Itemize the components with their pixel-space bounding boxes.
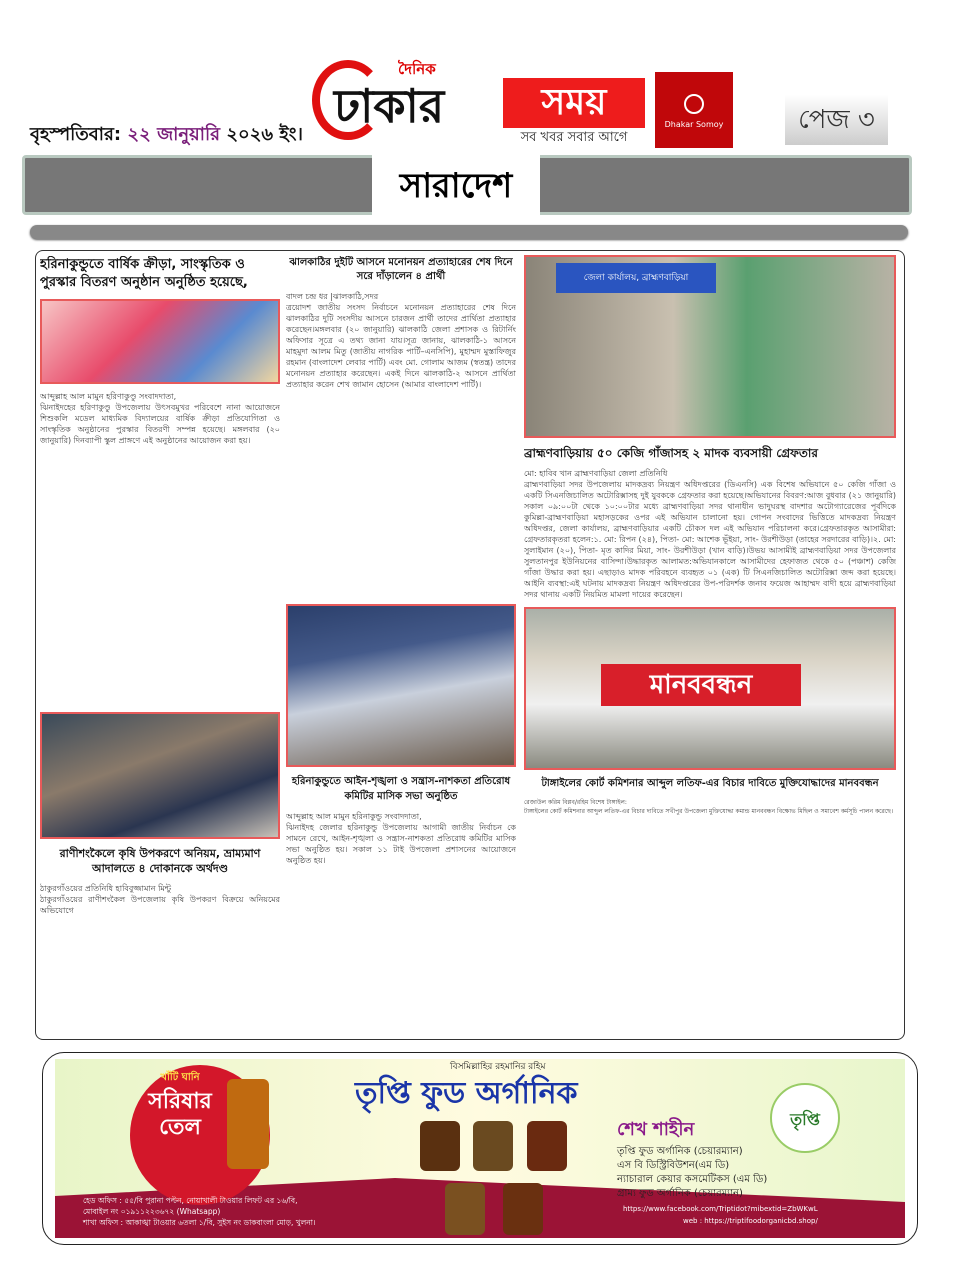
logo-dainik: দৈনিক (398, 60, 436, 78)
column-3 (524, 255, 896, 1035)
article-2-text (286, 291, 516, 390)
banner-text: মানববন্ধন (601, 664, 801, 706)
article-6-text (524, 798, 896, 816)
article-5-byline: ঠাকুরগাঁওয়ের প্রতিনিধি হাবিবুজ্জামান মিন্টু (40, 884, 172, 893)
article-4-headline[interactable]: হরিনাকুন্ডুতে আইন-শৃঙ্খলা ও সন্ত্রাস-নাশকতা প্রতিরোধ কমিটির মাসিক সভা অনুষ্ঠিত (291, 776, 511, 802)
jar-icon (445, 1183, 485, 1235)
ad-role: এস বি ডিস্ট্রিবিউশন(এম ডি) (617, 1160, 730, 1171)
column-2 (286, 256, 516, 1036)
article-3-photo (524, 255, 896, 438)
ad-brand: তৃপ্তি ফুড অর্গানিক (355, 1076, 578, 1111)
clock-icon (684, 94, 704, 114)
article-6-byline: রেজাউল করিম বিপ্লব/রহিম বিশেষ টাঙ্গাইল: (524, 799, 627, 806)
ad-roles (617, 1145, 767, 1201)
ad-logo: তৃপ্তি (770, 1083, 840, 1153)
article-1-photo (40, 299, 280, 384)
jar-icon (420, 1121, 460, 1171)
ad-person: শেখ শাহীন (617, 1119, 695, 1140)
jar-icon (527, 1121, 567, 1171)
article-1-text (40, 391, 280, 446)
issue-date (30, 124, 303, 146)
ad-branch: শাখা অফিস : আকাঙ্খা টাওয়ার ৬তলা ১/বি, সুইস নং ডাকবাংলা মোড়, খুলনা। (83, 1218, 316, 1227)
advertisement[interactable] (42, 1052, 918, 1245)
article-6-body: টাঙ্গাইলের কোর্ট কমিশনার আব্দুল লতিফ-এর বিচার দাবিতে সখীপুর উপজেলা মুক্তিযোদ্ধা কমান্ড মানববন্ধন বিক্ষোভ মিছিল ও সমাবেশ কর্মসূচি পালন করেছে। (524, 808, 894, 815)
section-title: সারাদেশ (372, 155, 540, 217)
tagline: সব খবর সবার আগে (520, 130, 628, 145)
article-5-headline[interactable]: রাণীশংকৈলে কৃষি উপকরণে অনিয়ম, ভ্রাম্যমাণ আদালতে ৪ দোকানকে অর্থদণ্ড (59, 847, 261, 875)
article-6-photo (524, 607, 896, 770)
article-4-body: ঝিনাইদহ জেলার হরিনাকুন্ডু উপজেলায় আগামী জাতীয় নির্বাচন কে সামনে রেখে, আইন-শৃঙ্খলা ও সন্ত্রাস-নাশকতা প্রতিরোধ কমিটির মাসিক সভা অনুষ্ঠিত হয়। সকাল ১১ টাই উপজেলা প্রশাসনের আয়োজনে অনুষ্ঠিত হয়। (286, 823, 516, 865)
column-1 (40, 256, 280, 1036)
article-3-text (524, 468, 896, 600)
ad-role: ন্যাচারাল কেয়ার কসমেটিকস (এম ডি) (617, 1174, 768, 1185)
article-3-headline[interactable]: ব্রাহ্মণবাড়িয়ায় ৫০ কেজি গাঁজাসহ ২ মাদক ব্যবসায়ী গ্রেফতার (524, 446, 818, 460)
article-4-byline: আব্দুল্লাহ আল মামুন হরিনাকুন্ডু সংবাদদাতা, (286, 812, 422, 821)
brand-badge (655, 72, 733, 148)
ad-bismillah: বিসমিল্লাহির রহমানির রহিম (450, 1062, 546, 1072)
oil-title: সরিষার তেল (148, 1089, 212, 1140)
badge-text: Dhakar Somoy (664, 120, 724, 129)
photo-sign: জেলা কার্যালয়, ব্রাহ্মণবাড়িয়া (556, 263, 716, 293)
logo-name-part2: সময় (503, 78, 645, 128)
date-day-month: ২২ জানুয়ারি (127, 124, 221, 145)
ad-role: গ্রাম্য ফুড অর্গানিক (চেয়ারম্যান) (617, 1188, 743, 1199)
article-5-body: ঠাকুরগাঁওয়ের রাণীশংকৈল উপজেলায় কৃষি উপকরণ বিক্রয়ে অনিয়মের অভিযোগে (40, 895, 280, 915)
product-jars (415, 1121, 615, 1238)
oil-brand: খাঁটি ঘানি (160, 1072, 200, 1083)
ad-head-office: হেড অফিস : ৫৫/বি পুরানা পল্টন, নোয়াখালী টাওয়ার লিফট এর ১৬/বি, (83, 1196, 298, 1205)
divider-bar (30, 225, 908, 239)
jar-icon (503, 1183, 543, 1235)
jar-icon (473, 1121, 513, 1171)
article-2-byline: বাদল চন্দ্র ধর |ঝালকাঠি,সদর (286, 292, 379, 301)
article-1-byline: আব্দুল্লাহ আল মামুন হরিণাকুণ্ডু সংবাদদাতা, (40, 392, 177, 401)
ad-web-link[interactable]: web : https://triptifoodorganicbd.shop/ (683, 1217, 818, 1225)
article-6-headline[interactable]: টাঙ্গাইলের কোর্ট কমিশনার আব্দুল লতিফ-এর বিচার দাবিতে মুক্তিযোদ্ধাদের মানববন্ধন (541, 778, 879, 789)
article-2-body: ত্রয়োদশ জাতীয় সংসদ নির্বাচনে মনোনয়ন প্রত্যাহারের শেষ দিনে ঝালকাঠির দুটি সংসদীয় আসনে চারজন প্রার্থী তাদের প্রার্থিতা প্রত্যাহার করেছেন।মঙ্গলবার (২০ জানুয়ারি) ঝালকাঠি জেলা প্রশাসক ও রিটার্নিং অফিসার সূত্রে এ তথ্য জানা যায়।সূত্র জানায়, ঝালকাঠি-১ আসনে মাহমুদা আলম মিতু (জাতীয় নাগরিক পার্টি–এনসিপি), মুহাম্মদ মুস্তাফিজুর রহমান (বাংলাদেশ লেবার পার্টি) এবং মো. গোলাম আজম (স্বতন্ত্র) তাদের মনোনয়ন প্রত্যাহার করেছেন। একই দিনে ঝালকাঠি-২ আসনে প্রার্থিতা প্রত্যাহার করেন শেখ জামান হোসেন (আমার বাংলাদেশ পার্টি)। (286, 303, 516, 389)
weekday: বৃহস্পতিবার: (30, 124, 122, 145)
article-5-photo (40, 712, 280, 839)
ad-mobile: মোবাইল নং ০১৯১১২২৩৬৭২ (Whatsapp) (83, 1207, 221, 1216)
article-5-text (40, 883, 280, 916)
article-3-byline: মো: হাবিব খান ব্রাহ্মণবাড়িয়া জেলা প্রতিনিধি (524, 469, 668, 478)
date-year: ২০২৬ ইং। (226, 124, 303, 145)
ad-facebook-link[interactable]: https://www.facebook.com/Triptidot?mibextid=ZbWKwL (623, 1205, 818, 1213)
oil-bottle-icon (227, 1079, 269, 1169)
page-number: পেজ ৩ (785, 95, 888, 145)
article-2-headline[interactable]: ঝালকাঠির দুইটি আসনে মনোনয়ন প্রত্যাহারের শেষ দিনে সরে দাঁড়ালেন ৪ প্রার্থী (289, 257, 513, 282)
article-1-body: ঝিনাইদহের হরিণাকুণ্ডু উপজেলায় উৎসবমুখর পরিবেশে নানা আয়োজনে শিশুকলি মডেল মাধ্যমিক বিদ্যালয়ের বার্ষিক ক্রীড়া প্রতিযোগিতা ও সাংস্কৃতিক অনুষ্ঠানের পুরস্কার বিতরণী সম্পন্ন হয়েছে। মঙ্গলবার (২০ জানুয়ারি) দিনব্যাপী স্কুল প্রাঙ্গণে এই অনুষ্ঠানের আয়োজন করা হয়। (40, 403, 280, 445)
article-4-photo (286, 604, 516, 767)
ad-address (83, 1195, 316, 1228)
ad-role: তৃপ্তি ফুড অর্গানিক (চেয়ারম্যান) (617, 1146, 743, 1157)
article-1-headline[interactable]: হরিনাকুন্ডুতে বার্ষিক ক্রীড়া, সাংস্কৃতিক ও পুরস্কার বিতরণ অনুষ্ঠান অনুষ্ঠিত হয়েছে, (40, 257, 248, 290)
logo-name-part1: ঢাকার (334, 79, 445, 133)
article-4-text (286, 811, 516, 866)
article-3-body: ব্রাহ্মণবাড়িয়া সদর উপজেলায় মাদকদ্রব্য নিয়ন্ত্রণ অধিদপ্তরের (ডিএনসি) এক বিশেষ অভিযানে ৫০ কেজি গাঁজা ও একটি সিএনজিচালিত অটোরিক্সাসহ দুই যুবককে গ্রেফতার করা হয়েছে।অভিযানের বিবরণ:আজ বুধবার (২১ জানুয়ারি) সকাল ০৯:০০টা থেকে ১০:০০টার মধ্যে ব্রাহ্মণবাড়িয়া সদর থানাধীন ভাদুঘরস্থ বাদশার অটোগ্যারেজের পূর্বদিকে কুমিল্লা-ব্রাহ্মণবাড়িয়া মহাসড়কের ওপর এই অভিযান চালানো হয়। গোপন সংবাদের ভিত্তিতে মাদকদ্রব্য নিয়ন্ত্রণ অধিদপ্তর, জেলা কার্যালয়, ব্রাহ্মণবাড়িয়ার একটি চৌকস দল এই অভিযান পরিচালনা করে।গ্রেফতারকৃত আসামীরা: গ্রেফতারকৃতরা হলেন:১. মো: রিপন (২৪), পিতা- মো: আশেক ভূঁইয়া, সাং- উরশীউড়া (তাহের সরদারের বাড়ি)।২. মো: সুলাইমান (২০), পিতা- মৃত কাদির মিয়া, সাং- উরশীউড়া (খান বাড়ি)।উভয় আসামীই ব্রাহ্মণবাড়িয়া সদর উপজেলার সুলতানপুর ইউনিয়নের বাসিন্দা।উদ্ধারকৃত আলামত:অভিযানকালে আসামীদের হেফাজত থেকে ৫০ (পঞ্চাশ) কেজি গাঁজা উদ্ধার করা হয়। এছাড়াও মাদক পরিবহনে ব্যবহৃত ০১ (এক) টি সিএনজিচালিত অটোরিক্সা জব্দ করা হয়েছে। আইনি ব্যবস্থা:এই ঘটনায় মাদকদ্রব্য নিয়ন্ত্রণ অধিদপ্তরের উপ-পরিদর্শক জনাব ফয়েজ আহাম্মদ বাদী হয়ে ব্রাহ্মণবাড়িয়া সদর থানায় একটি নিয়মিত মামলা দায়ের করেছেন। (524, 480, 896, 599)
